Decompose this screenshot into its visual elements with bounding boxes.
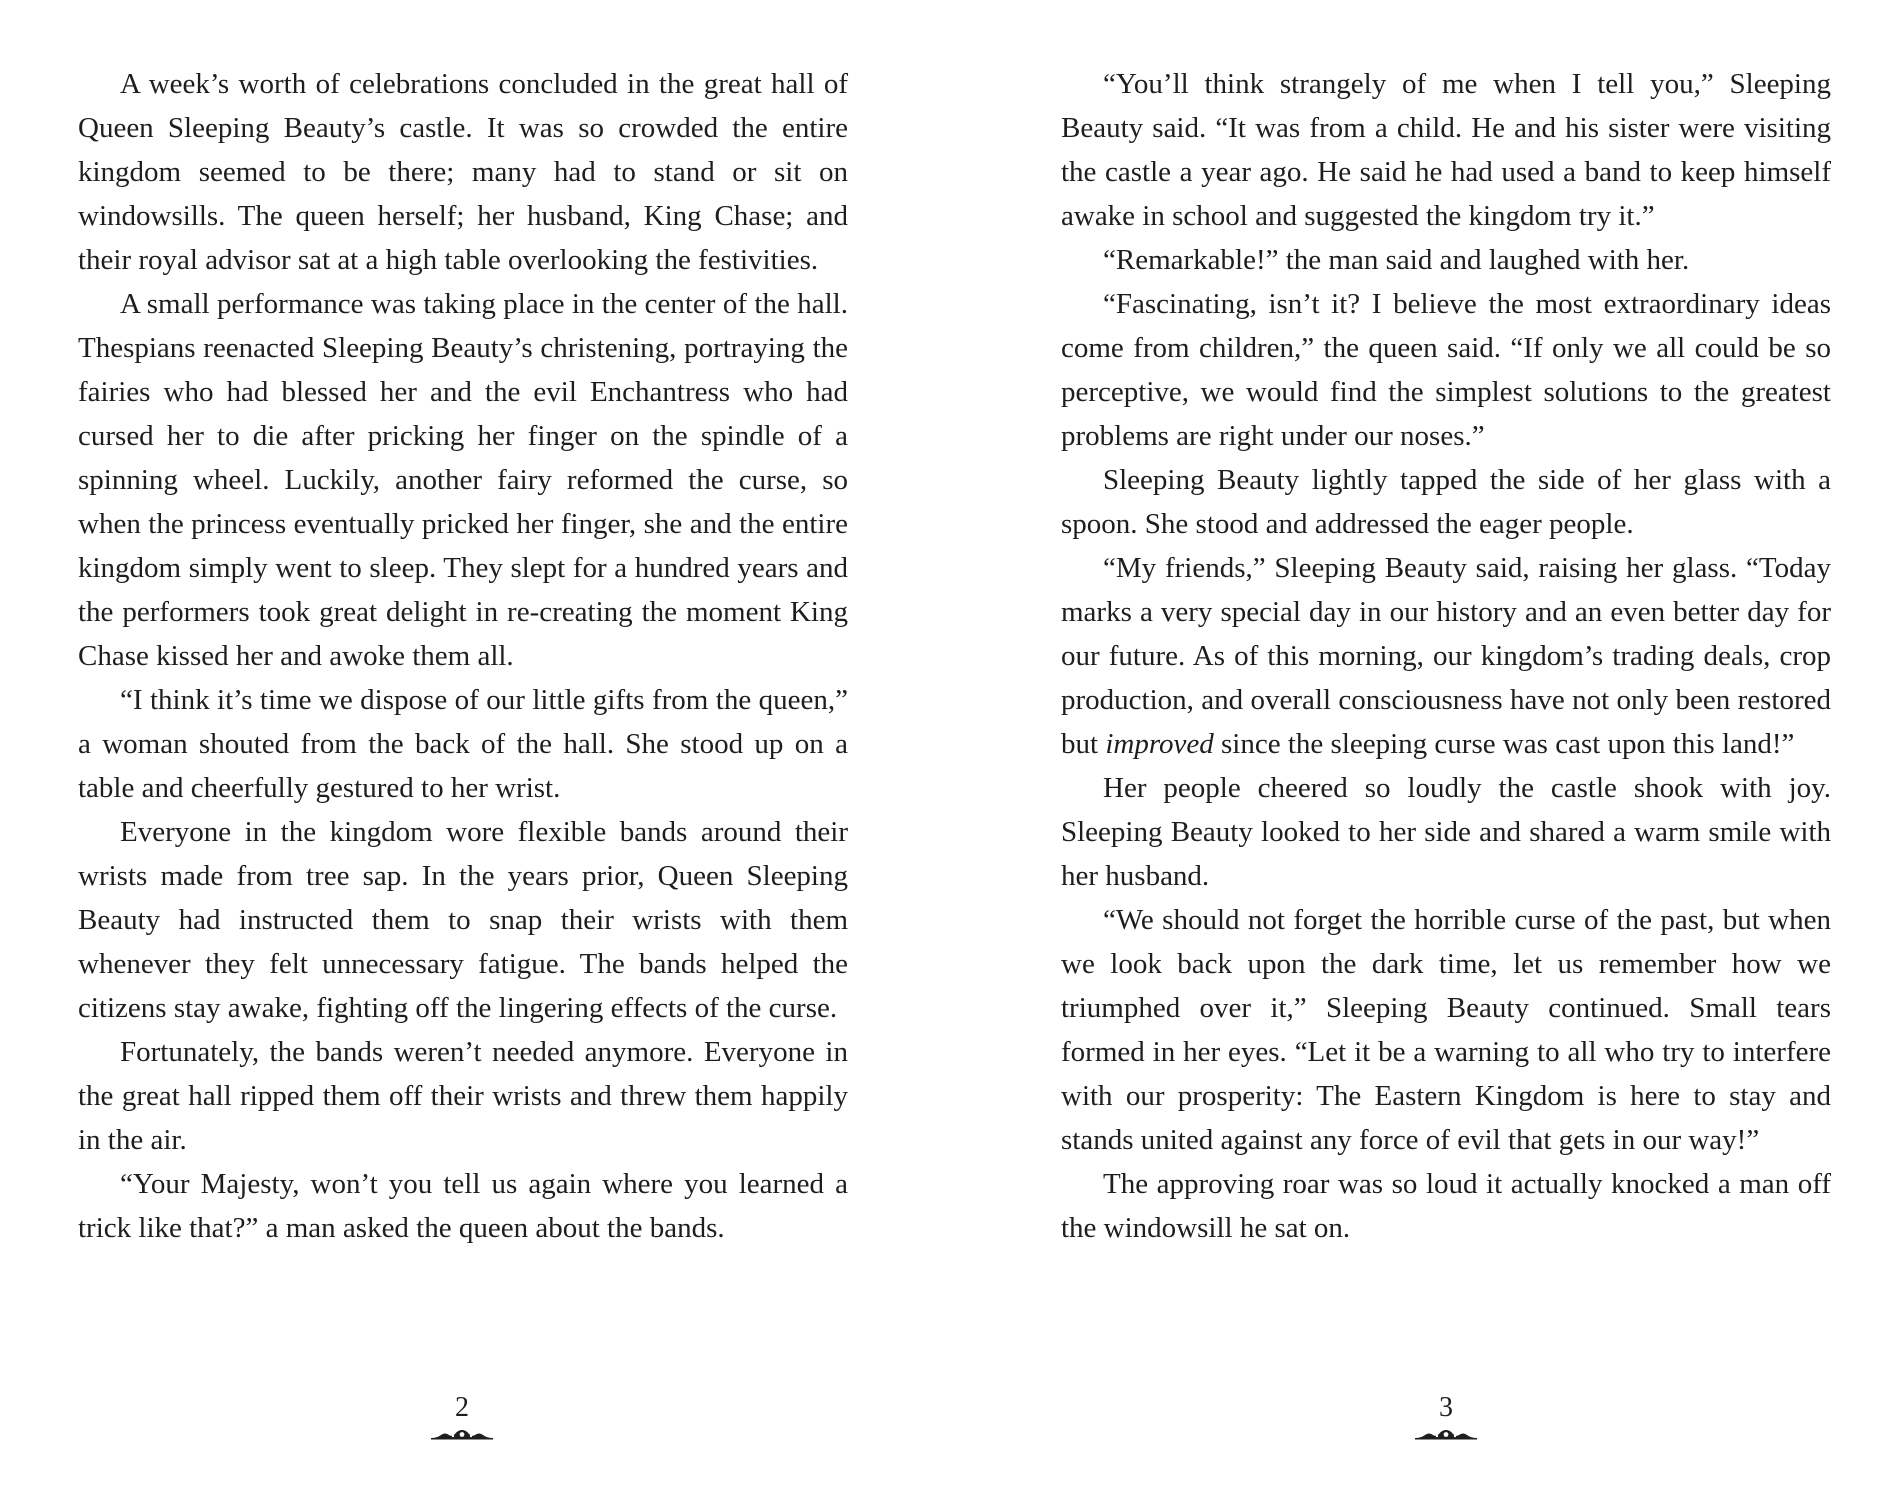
left-paragraph-1: A week’s worth of celebrations concluded in the great hall of Queen Sleeping Beauty’s castle. It was so crowded the entire kingdom seemed to be there; many had to stand or sit on windowsills. The queen herself; her husband, King Chase; and their royal advisor sat at a high table overlooking the festivities. [78, 68, 848, 276]
left-page [78, 62, 848, 1250]
emphasized-word: improved [1105, 728, 1214, 760]
right-paragraph-1: “You’ll think strangely of me when I tell you,” Sleeping Beauty said. “It was from a child. He and his sister were visiting the castle a year ago. He said he had used a band to keep himself awake in school and suggested the kingdom try it.” [1061, 68, 1831, 232]
right-folio [1396, 1393, 1496, 1441]
right-paragraph-4: Sleeping Beauty lightly tapped the side of her glass with a spoon. She stood and addressed the eager people. [1061, 464, 1831, 540]
left-folio [412, 1393, 512, 1441]
right-paragraph-8: The approving roar was so loud it actually knocked a man off the windowsill he sat on. [1061, 1168, 1831, 1244]
left-paragraph-5: Fortunately, the bands weren’t needed anymore. Everyone in the great hall ripped them off their wrists and threw them happily in the air. [78, 1036, 848, 1156]
left-paragraph-4: Everyone in the kingdom wore flexible bands around their wrists made from tree sap. In the years prior, Queen Sleeping Beauty had instructed them to snap their wrists with them whenever they felt unnecessary fatigue. The bands helped the citizens stay awake, fighting off the lingering effects of the curse. [78, 816, 848, 1024]
right-paragraph-3: “Fascinating, isn’t it? I believe the most extraordinary ideas come from children,” the queen said. “If only we all could be so perceptive, we would find the simplest solutions to the greatest problems are right under our noses.” [1061, 288, 1831, 452]
flourish-ornament-icon [429, 1427, 495, 1441]
left-paragraph-6: “Your Majesty, won’t you tell us again where you learned a trick like that?” a man asked the queen about the bands. [78, 1168, 848, 1244]
right-page-number: 3 [1439, 1392, 1453, 1423]
left-paragraph-3: “I think it’s time we dispose of our little gifts from the queen,” a woman shouted from the back of the hall. She stood up on a table and cheerfully gestured to her wrist. [78, 684, 848, 804]
flourish-ornament-icon [1413, 1427, 1479, 1441]
right-paragraph-7: “We should not forget the horrible curse of the past, but when we look back upon the dark time, let us remember how we triumphed over it,” Sleeping Beauty continued. Small tears formed in her eyes. “Let it be a warning to all who try to interfere with our prosperity: The Eastern Kingdom is here to stay and stands united against any force of evil that gets in our way!” [1061, 904, 1831, 1156]
right-paragraph-5-text: “My friends,” Sleeping Beauty said, raising her glass. “Today marks a very special day in our history and an even better day for our future. As of this morning, our kingdom’s trading deals, crop production, and overall consciousness have not only been restored but [1061, 552, 1831, 760]
right-page [1061, 62, 1831, 1250]
left-paragraph-2: A small performance was taking place in the center of the hall. Thespians reenacted Sleeping Beauty’s christening, portraying the fairies who had blessed her and the evil Enchantress who had cursed her to die after pricking her finger on the spindle of a spinning wheel. Luckily, another fairy reformed the curse, so when the princess eventually pricked her finger, she and the entire kingdom simply went to sleep. They slept for a hundred years and the performers took great delight in re-creating the moment King Chase kissed her and awoke them all. [78, 288, 848, 672]
right-paragraph-5-text-end: since the sleeping curse was cast upon this land!” [1213, 728, 1795, 760]
left-page-number: 2 [455, 1392, 469, 1423]
right-paragraph-2: “Remarkable!” the man said and laughed with her. [1103, 244, 1690, 276]
right-paragraph-5 [1061, 546, 1831, 766]
right-paragraph-6: Her people cheered so loudly the castle shook with joy. Sleeping Beauty looked to her side and shared a warm smile with her husband. [1061, 772, 1831, 892]
